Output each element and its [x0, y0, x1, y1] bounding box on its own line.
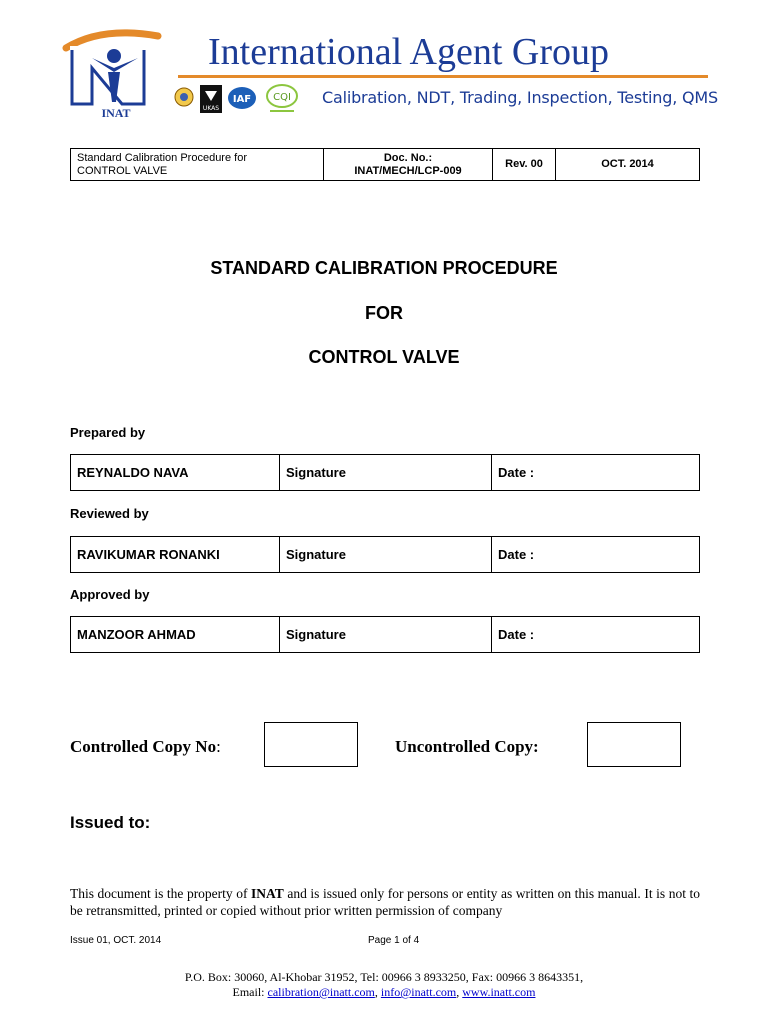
contact-address	[0, 970, 768, 1000]
cqi-badge-icon	[267, 85, 297, 112]
company-tagline: Calibration, NDT, Trading, Inspection, Testing, QMS	[322, 88, 718, 107]
controlled-copy-label	[70, 737, 221, 757]
email-line: Email: calibration@inatt.com, info@inatt.com, www.inatt.com	[232, 985, 536, 999]
doc-date-cell: OCT. 2014	[556, 149, 700, 181]
iaf-badge-icon	[228, 87, 256, 109]
cqi-badge-text: CQI	[273, 92, 291, 103]
uncontrolled-copy-box[interactable]	[587, 722, 681, 767]
preparer-name: REYNALDO NAVA	[71, 455, 280, 491]
approver-name: MANZOOR AHMAD	[71, 617, 280, 653]
ukas-badge-icon	[200, 85, 222, 113]
prepared-by-label: Prepared by	[70, 425, 146, 440]
calibration-email-link[interactable]: calibration@inatt.com	[267, 985, 375, 999]
revision-cell: Rev. 00	[493, 149, 556, 181]
doc-number-value: INAT/MECH/LCP-009	[354, 164, 462, 177]
page-number: Page 1 of 4	[368, 935, 420, 946]
reviewer-name: RAVIKUMAR RONANKI	[71, 537, 280, 573]
notice-text-2: and is issued only for persons or entity as written on this manual. It is not to be retransmitted, printed or copied without prior written permission of company	[70, 886, 700, 918]
company-name: International Agent Group	[208, 31, 610, 73]
info-email-link[interactable]: info@inatt.com	[380, 985, 457, 999]
iaf-badge-text: IAF	[232, 94, 252, 105]
controlled-copy-number-box[interactable]	[264, 722, 358, 767]
notice-text-1: This document is the property of	[70, 886, 252, 901]
document-title-line1: STANDARD CALIBRATION PROCEDURE	[210, 258, 558, 278]
approver-signature-field[interactable]: Signature	[280, 617, 492, 653]
doc-number-label: Doc. No.:	[383, 151, 433, 164]
header-rule	[178, 75, 708, 78]
doc-number-cell	[324, 149, 493, 181]
ukas-badge-text: UKAS	[202, 105, 220, 112]
approved-by-table	[70, 616, 700, 653]
document-info-table	[70, 148, 700, 181]
controlled-copy-colon: :	[216, 737, 221, 756]
approved-by-label: Approved by	[70, 587, 150, 602]
doc-title-line2: CONTROL VALVE	[77, 164, 168, 177]
email-label: Email:	[232, 985, 268, 999]
document-title-line3: CONTROL VALVE	[308, 347, 460, 367]
issue-info: Issue 01, OCT. 2014	[70, 935, 162, 946]
company-logo	[62, 28, 168, 120]
postal-address: P.O. Box: 30060, Al-Khobar 31952, Tel: 00966 3 8933250, Fax: 00966 3 8643351,	[184, 970, 584, 984]
seal-badge-icon	[175, 88, 193, 106]
controlled-copy-text: Controlled Copy No	[70, 737, 217, 756]
reviewer-date-field[interactable]: Date :	[492, 537, 700, 573]
doc-title-cell	[71, 149, 324, 181]
reviewed-by-table	[70, 536, 700, 573]
approver-date-field[interactable]: Date :	[492, 617, 700, 653]
preparer-date-field[interactable]: Date :	[492, 455, 700, 491]
accreditation-badges	[174, 83, 314, 117]
website-link[interactable]: www.inatt.com	[462, 985, 536, 999]
uncontrolled-copy-label: Uncontrolled Copy:	[395, 737, 539, 756]
notice-company: INAT	[251, 886, 284, 901]
preparer-signature-field[interactable]: Signature	[280, 455, 492, 491]
issued-to-label: Issued to:	[70, 813, 151, 832]
prepared-by-table	[70, 454, 700, 491]
logo-text: INAT	[101, 106, 131, 120]
property-notice	[70, 885, 700, 919]
reviewer-signature-field[interactable]: Signature	[280, 537, 492, 573]
doc-title-line1: Standard Calibration Procedure for	[77, 151, 247, 164]
document-title-line2: FOR	[365, 303, 403, 323]
reviewed-by-label: Reviewed by	[70, 506, 149, 521]
